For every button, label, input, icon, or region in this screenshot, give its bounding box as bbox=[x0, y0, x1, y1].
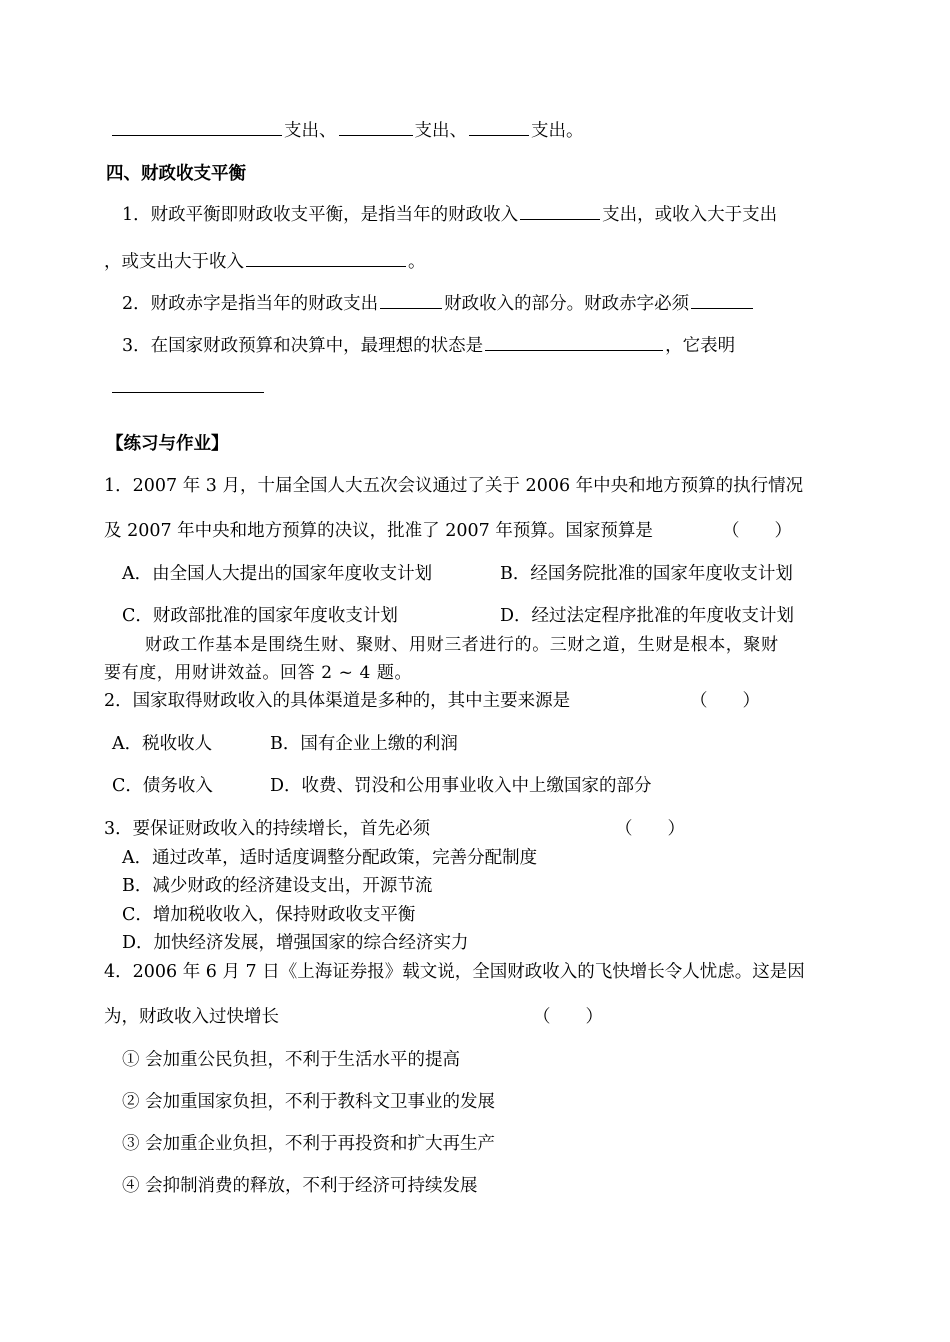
answer-paren[interactable]: （ ） bbox=[722, 521, 792, 541]
fiscal-balance-q1-line1 bbox=[122, 203, 777, 227]
exercise-q3-option-c[interactable]: C．增加税收收入，保持财政收支平衡 bbox=[122, 905, 416, 925]
text-fragment: 支出，或收入大于支出 bbox=[602, 205, 778, 225]
material-paragraph-line1: 财政工作基本是围绕生财、聚财、用财三者进行的。三财之道，生财是根本，聚财 bbox=[145, 635, 779, 655]
text-fragment: 3．在国家财政预算和决算中，最理想的状态是 bbox=[122, 336, 484, 356]
exercise-q3-option-a[interactable]: A．通过改革，适时适度调整分配政策，完善分配制度 bbox=[122, 848, 538, 868]
section-heading-exercises: 【练习与作业】 bbox=[106, 434, 229, 454]
fill-blank[interactable] bbox=[691, 292, 753, 309]
exercise-q1-option-c[interactable]: C．财政部批准的国家年度收支计划 bbox=[122, 606, 398, 626]
text-fragment: 财政收入的部分。财政赤字必须 bbox=[444, 294, 690, 314]
exercise-q3-option-b[interactable]: B．减少财政的经济建设支出，开源节流 bbox=[122, 876, 433, 896]
answer-paren[interactable]: （ ） bbox=[690, 691, 760, 711]
exercise-q4-item-3[interactable]: ③ 会加重企业负担，不利于再投资和扩大再生产 bbox=[122, 1134, 496, 1154]
text-fragment: 及 2007 年中央和地方预算的决议，批准了 2007 年预算。国家预算是 bbox=[104, 521, 653, 541]
fill-blank[interactable] bbox=[380, 292, 442, 309]
exercise-q4-item-4[interactable]: ④ 会抑制消费的释放，不利于经济可持续发展 bbox=[122, 1176, 478, 1196]
expenditure-types-line bbox=[112, 119, 584, 143]
fill-blank[interactable] bbox=[112, 119, 282, 136]
exercise-q2-stem: 2．国家取得财政收入的具体渠道是多种的，其中主要来源是 bbox=[104, 691, 571, 711]
fill-blank[interactable] bbox=[112, 376, 264, 393]
exercise-q4-item-1[interactable]: ① 会加重公民负担，不利于生活水平的提高 bbox=[122, 1050, 461, 1070]
exercise-q4-line2: 为，财政收入过快增长 bbox=[104, 1007, 279, 1027]
text-fragment: ，或支出大于收入 bbox=[104, 252, 244, 272]
exercise-q4-line1: 4．2006 年 6 月 7 日《上海证券报》载文说，全国财政收入的飞快增长令人忧虑。这是因 bbox=[104, 962, 805, 982]
exercise-q2-option-b[interactable]: B．国有企业上缴的利润 bbox=[270, 734, 458, 754]
exercise-q3-option-d[interactable]: D．加快经济发展，增强国家的综合经济实力 bbox=[122, 933, 469, 953]
fiscal-balance-q2 bbox=[122, 292, 755, 316]
text-fragment: 支出、 bbox=[414, 121, 467, 141]
exercise-q1-line1: 1．2007 年 3 月，十届全国人大五次会议通过了关于 2006 年中央和地方预算的执行情况 bbox=[104, 476, 804, 496]
fiscal-balance-q3 bbox=[122, 334, 735, 358]
material-paragraph-line2: 要有度，用财讲效益。回答 2 ~ 4 题。 bbox=[104, 663, 413, 683]
fill-blank[interactable] bbox=[469, 119, 529, 136]
text-fragment: 支出。 bbox=[531, 121, 584, 141]
text-fragment: 。 bbox=[408, 252, 426, 272]
fill-blank[interactable] bbox=[246, 250, 406, 267]
exercise-q2-option-c[interactable]: C．债务收入 bbox=[112, 776, 213, 796]
text-fragment: 2．财政赤字是指当年的财政支出 bbox=[122, 294, 379, 314]
text-fragment: ，它表明 bbox=[665, 336, 736, 356]
fiscal-balance-q3-answer-line bbox=[112, 376, 266, 400]
exercise-q1-option-d[interactable]: D．经过法定程序批准的年度收支计划 bbox=[500, 606, 795, 626]
exercise-q4-item-2[interactable]: ② 会加重国家负担，不利于教科文卫事业的发展 bbox=[122, 1092, 496, 1112]
answer-paren[interactable]: （ ） bbox=[615, 819, 685, 839]
exercise-q1-line2 bbox=[104, 519, 653, 543]
section-heading-fiscal-balance: 四、财政收支平衡 bbox=[106, 164, 246, 184]
fill-blank[interactable] bbox=[339, 119, 413, 136]
exercise-q3-stem: 3．要保证财政收入的持续增长，首先必须 bbox=[104, 819, 431, 839]
fiscal-balance-q1-line2 bbox=[104, 250, 426, 274]
text-fragment: 1．财政平衡即财政收支平衡，是指当年的财政收入 bbox=[122, 205, 519, 225]
fill-blank[interactable] bbox=[485, 334, 663, 351]
fill-blank[interactable] bbox=[520, 203, 600, 220]
exercise-q1-option-a[interactable]: A．由全国人大提出的国家年度收支计划 bbox=[122, 564, 433, 584]
exercise-q2-option-d[interactable]: D．收费、罚没和公用事业收入中上缴国家的部分 bbox=[270, 776, 652, 796]
exercise-q2-option-a[interactable]: A．税收收人 bbox=[112, 734, 213, 754]
exercise-q1-option-b[interactable]: B．经国务院批准的国家年度收支计划 bbox=[500, 564, 793, 584]
text-fragment: 支出、 bbox=[284, 121, 337, 141]
answer-paren[interactable]: （ ） bbox=[533, 1007, 603, 1027]
